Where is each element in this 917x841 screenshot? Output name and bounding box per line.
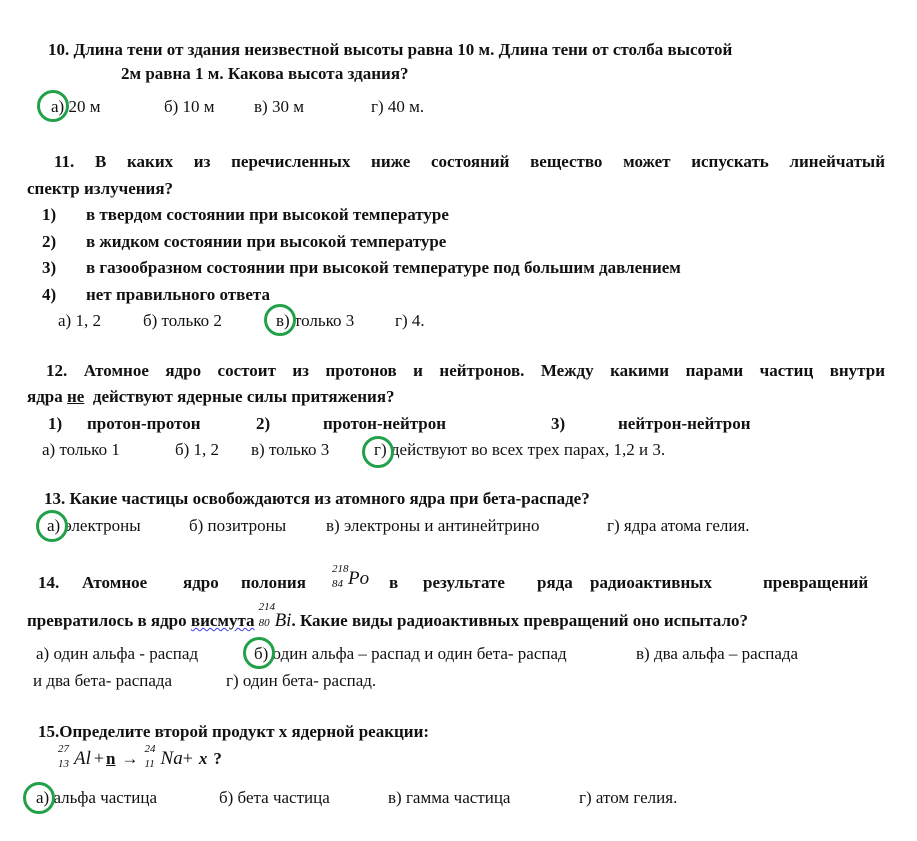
q14-option-d[interactable]: г) один бета- распад. [226,671,377,690]
unknown-product: x [198,749,208,768]
q10-option-c[interactable]: в) 30 м [254,97,304,116]
bismuth-isotope [258,601,292,632]
q14-line2 [27,601,748,632]
q12-line1: 12. Атомное ядро состоит из протонов и нейтронов. Между какими парами частиц внутри [46,361,885,380]
q14-word: ядро [183,573,219,592]
q12-not-underlined: не [67,387,85,406]
q13-answer-circle [36,510,68,542]
q12-line2-post: действуют ядерные силы притяжения? [84,387,395,406]
q14-word: результате [423,573,505,592]
q12-answer-circle [362,436,394,468]
q10-option-b[interactable]: б) 10 м [164,97,215,116]
bi-atomic-number: 80 [258,617,270,629]
al-symbol: Al [74,748,91,769]
q14-word: полония [241,573,306,592]
q15-answer-circle [23,782,55,814]
q14-line2-pre: превратилось в ядро [27,611,191,630]
q12-option-c[interactable]: в) только 3 [251,440,330,459]
q11-line2: спектр излучения? [27,179,174,198]
q15-line1: 15.Определите второй продукт х ядерной реакции: [38,722,430,741]
aluminium-isotope [58,743,91,770]
q14-word: ряда [537,573,573,592]
q11-option-c[interactable]: в) только 3 [276,311,355,330]
q10-line2: 2м равна 1 м. Какова высота здания? [121,64,409,83]
bi-mass-number: 214 [258,601,276,613]
po-symbol: Po [348,568,370,589]
q14-option-a[interactable]: а) один альфа - распад [36,644,199,663]
q11-item-text: в газообразном состоянии при высокой температуре под большим давлением [86,258,681,277]
q14-word: Атомное [82,573,148,592]
q15-option-a[interactable]: а) альфа частица [36,788,158,807]
q11-option-a[interactable]: а) 1, 2 [58,311,101,330]
al-mass-number: 27 [58,743,69,755]
q14-option-b[interactable]: б) один альфа – распад и один бета- распад [254,644,567,663]
q12-option-d[interactable]: г) действуют во всех трех парах, 1,2 и 3. [374,440,666,459]
q15-option-d[interactable]: г) атом гелия. [579,788,678,807]
q12-item-num: 3) [551,414,566,433]
bi-symbol: Bi [274,610,292,631]
q14-bismuth-word: висмута [190,611,255,630]
q12-option-a[interactable]: а) только 1 [42,440,120,459]
q10-option-d[interactable]: г) 40 м. [371,97,425,116]
q12-item-num: 1) [48,414,63,433]
na-mass-number: 24 [144,743,156,755]
polonium-isotope [332,563,370,590]
reaction-plus: + [93,748,105,768]
q14-word: превращений [763,573,869,592]
q12-item-num: 2) [256,414,271,433]
q12-line2 [27,387,395,407]
po-atomic-number: 84 [332,578,343,590]
q12-option-b[interactable]: б) 1, 2 [175,440,220,459]
q14-line2-post: . Какие виды радиоактивных превращений оно испытало? [291,611,748,630]
q15-option-b[interactable]: б) бета частица [219,788,330,807]
q14-word: 14. [38,573,60,592]
q11-answer-circle [264,304,296,336]
neutron-symbol: n [106,749,116,768]
reaction-arrow: → [121,749,139,768]
q11-option-b[interactable]: б) только 2 [143,311,222,330]
q11-item-num: 1) [42,205,57,224]
na-atomic-number: 11 [144,758,155,770]
q11-item-text: в твердом состоянии при высокой температуре [86,205,449,224]
q11-item-text: нет правильного ответа [86,285,270,304]
q13-option-a[interactable]: а) электроны [47,516,141,535]
reaction-plus: + [182,748,193,768]
q10-answer-circle [37,90,69,122]
question-mark: ? [213,749,222,768]
po-mass-number: 218 [332,563,349,575]
sodium-isotope [144,743,183,770]
q14-word: в [389,573,399,592]
q14-word: радиоактивных [590,573,713,592]
q13-option-d[interactable]: г) ядра атома гелия. [607,516,750,535]
q11-item-text: в жидком состоянии при высокой температуре [86,232,447,251]
q15-reaction [58,743,222,770]
q11-item-num: 4) [42,285,57,304]
q10-option-a[interactable]: а) 20 м [51,97,101,116]
q14-option-c-cont: и два бета- распада [33,671,173,690]
q15-option-c[interactable]: в) гамма частица [388,788,511,807]
q11-item-num: 3) [42,258,57,277]
q12-item-text: протон-нейтрон [323,414,447,433]
na-symbol: Na [160,748,183,769]
q11-item-num: 2) [42,232,57,251]
al-atomic-number: 13 [58,758,69,770]
q11-line1: 11. В каких из перечисленных ниже состояний вещество может испускать линейчатый [54,152,885,171]
q11-option-d[interactable]: г) 4. [395,311,425,330]
q12-item-text: нейтрон-нейтрон [618,414,751,433]
q13-line1: 13. Какие частицы освобождаются из атомного ядра при бета-распаде? [44,489,590,508]
q12-line2-pre: ядра [27,387,68,406]
q12-item-text: протон-протон [87,414,201,433]
q14-answer-circle [243,637,275,669]
q13-option-b[interactable]: б) позитроны [189,516,287,535]
q14-option-c[interactable]: в) два альфа – распада [636,644,799,663]
q13-option-c[interactable]: в) электроны и антинейтрино [326,516,540,535]
q10-line1: 10. Длина тени от здания неизвестной высоты равна 10 м. Длина тени от столба высотой [48,40,733,59]
